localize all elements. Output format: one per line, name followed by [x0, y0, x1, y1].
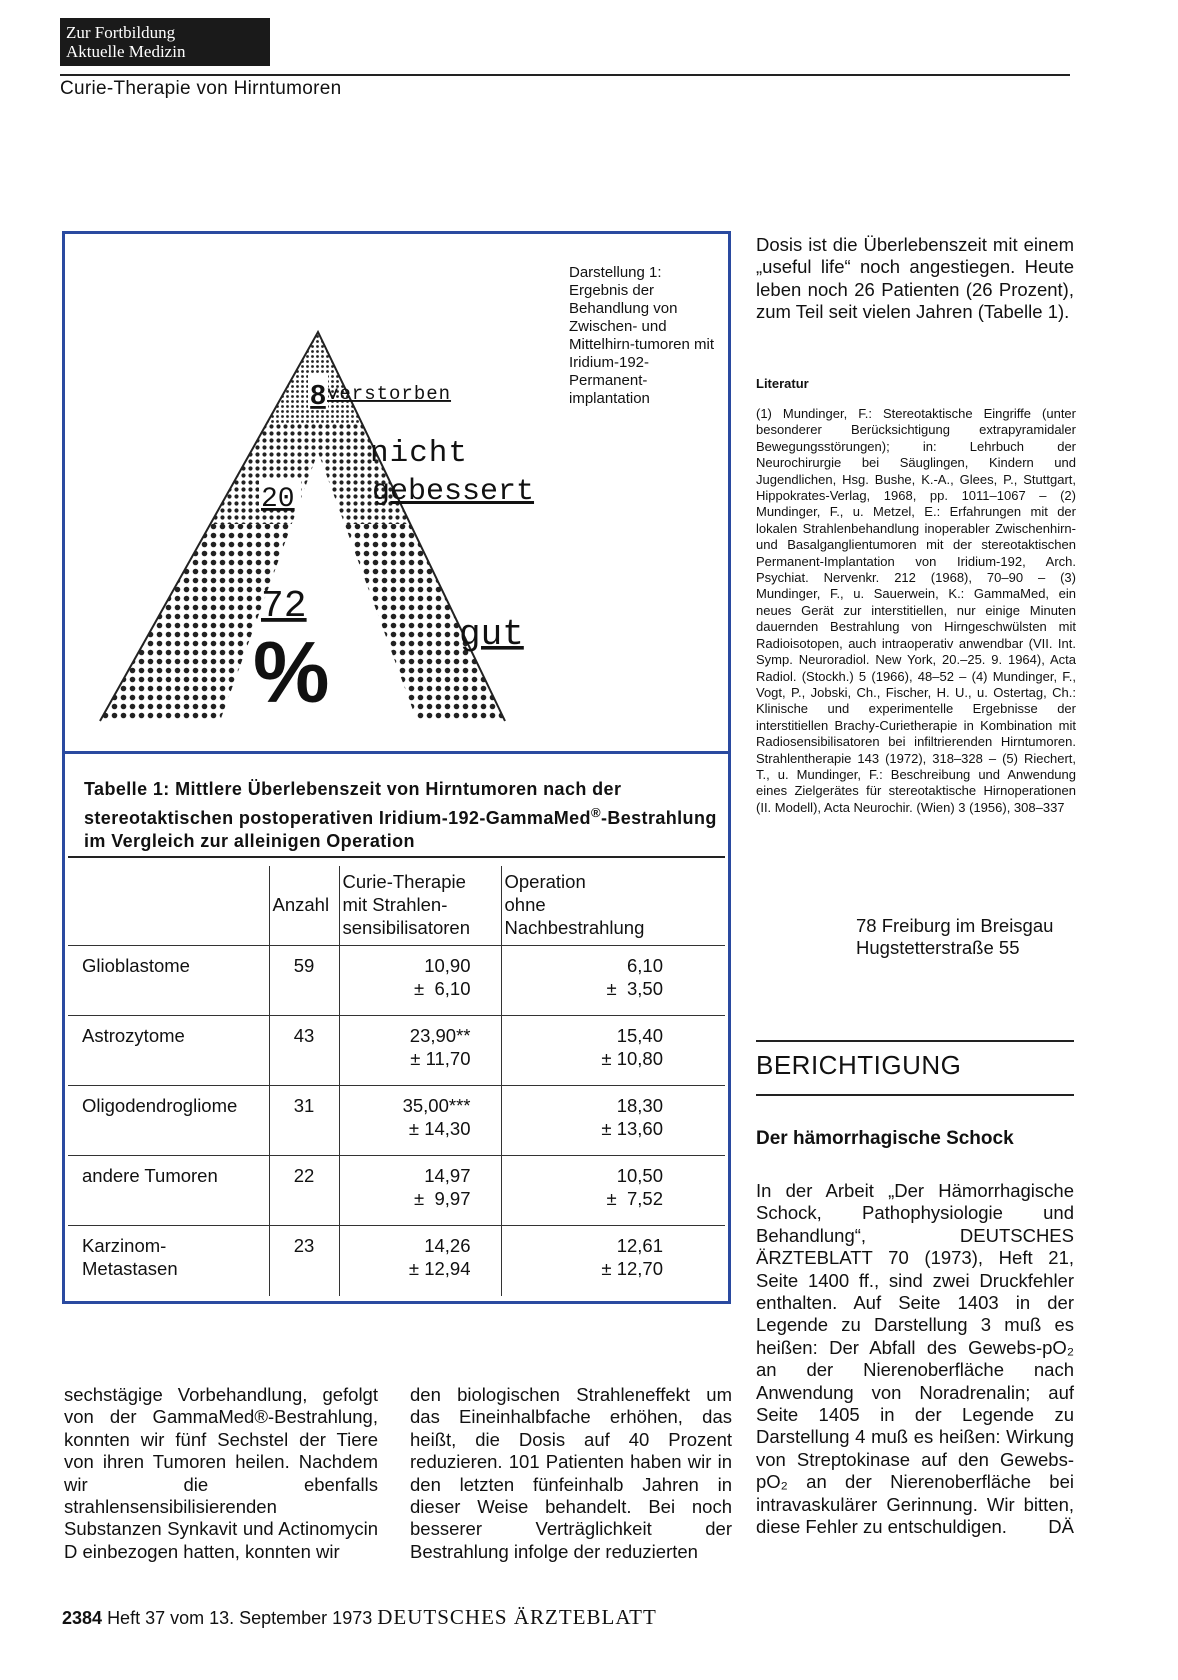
label-gebessert: gebessert — [372, 475, 535, 509]
label-gut: gut — [459, 614, 524, 655]
op-sd: ± 3,50 — [606, 978, 663, 999]
table-row — [68, 1156, 725, 1226]
curie-mean: 14,97 — [424, 1165, 471, 1186]
row-count: 23 — [269, 1226, 339, 1296]
body-column-1: sechstägige Vorbehandlung, gefolgt von der GammaMed®-Bestrahlung, konnten wir fünf Sechstel der Tiere von ihren Tumoren heilen. Nachdem wir die ebenfalls strahlensensibilisierenden Substanzen Synkavit und Actinomycin D einbezogen hatten, konnten wir — [64, 1384, 378, 1562]
body-column-3: Dosis ist die Überlebenszeit mit einem „useful life“ noch angestiegen. Heute leben noch 26 Patienten (26 Prozent), zum Teil seit vielen Jahren (Tabelle 1). — [756, 234, 1074, 323]
correction-rule-bottom — [756, 1094, 1074, 1096]
figure-caption: Darstellung 1: Ergebnis der Behandlung von Zwischen- und Mittelhirn-tumoren mit Iridium-192-Permanent-implantation — [569, 264, 715, 407]
row-name-2: Metastasen — [82, 1258, 178, 1279]
row-name: andere Tumoren — [82, 1165, 218, 1186]
author-address — [856, 915, 1053, 960]
correction-subheading: Der hämorrhagische Schock — [756, 1128, 1014, 1149]
op-sd: ± 7,52 — [606, 1188, 663, 1209]
curie-sd: ± 6,10 — [414, 978, 471, 999]
percent-sign: % — [253, 625, 330, 721]
correction-text: In der Arbeit „Der Hämorrhagische Schock, Pathophysiologie und Behandlung“, DEUTSCHES ÄRZTEBLATT 70 (1973), Heft 21, Seite 1400 ff., sind zwei Druckfehler enthalten. Auf Seite 1403 in der Legende zu Darstellung 3 muß es heißen: Der Abfall des Gewebs-pO₂ an der Nierenoberfläche nach Anwendung von Noradrenalin; auf Seite 1405 in der Legende zu Darstellung 4 muß es heißen: Wirkung von Streptokinase auf den Gewebs-pO₂ an der Nierenoberfläche bei intravaskulärer Gerinnung. Wir bitten, diese Fehler zu entschuldigen. DÄ — [756, 1180, 1074, 1538]
row-count: 22 — [269, 1156, 339, 1226]
table-header-row — [68, 866, 725, 946]
journal-name: DEUTSCHES ÄRZTEBLATT — [377, 1605, 657, 1629]
page-footer — [62, 1605, 657, 1630]
op-mean: 18,30 — [616, 1095, 663, 1116]
row-name: Karzinom- — [82, 1235, 167, 1256]
correction-signature: DÄ — [1048, 1516, 1074, 1538]
address-line-2: Hugstetterstraße 55 — [856, 937, 1020, 959]
table-row — [68, 1226, 725, 1296]
page-number: 2384 — [62, 1608, 103, 1628]
curie-mean: 23,90** — [409, 1025, 471, 1046]
op-sd: ± 10,80 — [601, 1048, 663, 1069]
header-empty — [68, 866, 269, 946]
literature-list: (1) Mundinger, F.: Stereotaktische Eingriffe (unter besonderer Berücksichtigung extrapyramidaler Bewegungsstörungen); in: Lehrbuch der Neurochirurgie bei Säuglingen, Kindern und Jugendlichen, Hsg. Bushe, K.-A., Glees, P., Stuttgart, Hippokrates-Verlag, 1968, pp. 1011–1067 – (2) Mundinger, F., u. Metzel, E.: Erfahrungen mit der lokalen Strahlenbehandlung inoperabler Zwischenhirn- und Basalganglientumoren mit der stereotaktischen Permanent-Implantation von Iridium-192, Arch. Psychiat. Nervenkr. 212 (1968), 70–90 – (3) Mundinger, F., u. Sauerwein, K.: GammaMed, ein neues Gerät zur interstitiellen, nur einige Minuten dauernden Bestrahlung von Hirngeschwülsten mit Radioisotopen, auch intraoperativ anwendbar (VII. Int. Symp. Neuroradiol. New York, 20.–25. 9. 1964), Acta Radiol. (Stockh.) 5 (1966), 48–52 – (4) Mundinger, F., Vogt, P., Jobski, Ch., Fischer, H. U., u. Ostertag, Ch.: Klinische und experimentelle Ergebnisse der interstitiellen Brachy-Curietherapie in Kombination mit Radiosensibilisatoren bei infiltrierenden Hirntumoren. Strahlentherapie 143 (1972), 318–328 – (5) Riechert, T., u. Mundinger, F.: Beschreibung und Anwendung eines Zielgerätes für stereotaktische Hirnoperationen (II. Modell), Acta Neurochir. (Wien) 3 (1956), 308–337 — [756, 406, 1076, 815]
header-anzahl: Anzahl — [269, 866, 339, 946]
issue-info: Heft 37 vom 13. September 1973 — [107, 1608, 373, 1628]
address-line-1: 78 Freiburg im Breisgau — [856, 915, 1054, 936]
value-verstorben: 8 — [310, 379, 326, 410]
op-sd: ± 13,60 — [601, 1118, 663, 1139]
table-row — [68, 1086, 725, 1156]
row-name: Glioblastome — [82, 955, 190, 976]
survival-table — [68, 866, 725, 1296]
op-mean: 10,50 — [616, 1165, 663, 1186]
correction-rule-top — [756, 1040, 1074, 1042]
row-count: 59 — [269, 946, 339, 1016]
header-curie: Curie-Therapie mit Strahlen- sensibilisatoren — [339, 866, 501, 946]
curie-sd: ± 11,70 — [410, 1048, 471, 1069]
table-title: Tabelle 1: Mittlere Überlebenszeit von Hirntumoren nach der stereotaktischen postoperativen Iridium-192-GammaMed®-Bestrahlung im Vergleich zur alleinigen Operation — [84, 779, 717, 851]
literature-heading: Literatur — [756, 376, 809, 391]
section-tag — [60, 18, 270, 66]
header-rule — [60, 74, 1070, 76]
header-operation: Operation ohne Nachbestrahlung — [501, 866, 725, 946]
label-verstorben: verstorben — [327, 383, 452, 405]
table-title-rule — [68, 856, 725, 858]
table-row — [68, 1016, 725, 1086]
value-gut: 72 — [261, 585, 307, 628]
curie-sd: ± 14,30 — [408, 1118, 471, 1139]
correction-heading: BERICHTIGUNG — [756, 1050, 962, 1080]
running-title: Curie-Therapie von Hirntumoren — [60, 78, 342, 99]
row-count: 31 — [269, 1086, 339, 1156]
op-sd: ± 12,70 — [601, 1258, 663, 1279]
op-mean: 12,61 — [616, 1235, 663, 1256]
section-line-2: Aktuelle Medizin — [66, 42, 186, 61]
row-name: Oligodendrogliome — [82, 1095, 238, 1116]
row-name: Astrozytome — [82, 1025, 185, 1046]
value-nicht-gebessert: 20 — [261, 484, 295, 515]
op-mean: 15,40 — [616, 1025, 663, 1046]
curie-mean: 10,90 — [424, 955, 471, 976]
curie-mean: 35,00*** — [402, 1095, 471, 1116]
table-row — [68, 946, 725, 1016]
row-count: 43 — [269, 1016, 339, 1086]
label-nicht: nicht — [370, 436, 469, 471]
body-column-2: den biologischen Strahleneffekt um das Eineinhalbfache erhöhen, das heißt, die Dosis auf 40 Prozent reduzieren. 101 Patienten haben wir in den letzten fünfeinhalb Jahren in dieser Weise behandelt. Bei noch besserer Verträglichkeit der Bestrahlung infolge der reduzierten — [410, 1384, 732, 1562]
curie-mean: 14,26 — [424, 1235, 471, 1256]
curie-sd: ± 12,94 — [408, 1258, 471, 1279]
op-mean: 6,10 — [626, 955, 663, 976]
curie-sd: ± 9,97 — [414, 1188, 471, 1209]
section-line-1: Zur Fortbildung — [66, 23, 176, 42]
figure-table-separator — [62, 751, 731, 754]
